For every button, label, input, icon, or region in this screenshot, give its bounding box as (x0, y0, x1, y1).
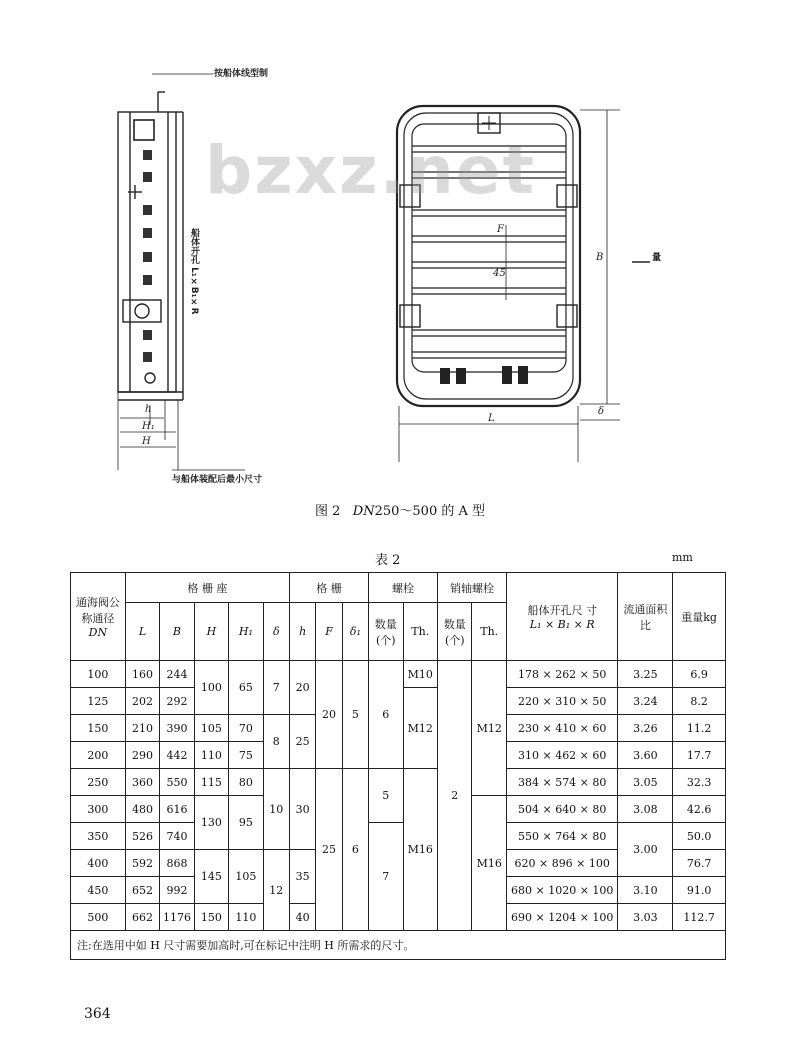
header-grille-seat: 格 栅 座 (125, 573, 289, 603)
drawing-side-view-and-front-view (0, 0, 800, 520)
header-delta: δ (263, 603, 289, 661)
figure-caption (0, 500, 800, 519)
table-row: 125 202 292 M12 220 × 310 × 50 3.24 8.2 (71, 688, 726, 715)
header-qty2: 数量(个) (438, 603, 472, 661)
table-row: 150 210 390 105 70 8 25 230 × 410 × 60 3.26 11.2 (71, 715, 726, 742)
header-hull-opening: 船体开孔尺 寸 L₁ × B₁ × R (506, 573, 618, 661)
caption-prefix: 图 2 (314, 504, 341, 519)
header-weight: 重量kg (673, 573, 726, 661)
header-h: h (289, 603, 315, 661)
table-note: 注:在选用中如 H 尺寸需要加高时,可在标记中注明 H 所需求的尺寸。 (71, 931, 726, 960)
dim-F: F (497, 224, 504, 235)
header-qty: 数量(个) (369, 603, 403, 661)
header-B: B (160, 603, 194, 661)
table-row: 100 160 244 100 65 7 20 20 5 6 M10 2 M12 178 × 262 × 50 3.25 6.9 (71, 661, 726, 688)
header-bolt: 螺栓 (369, 573, 438, 603)
label-hull-opening: 船体开孔 L₁×B₁×R (189, 228, 199, 315)
table-row: 500 662 1176 150 110 40 690 × 1204 × 100 3.03 112.7 (71, 904, 726, 931)
dim-delta: δ (598, 406, 605, 417)
table-row: 250 360 550 115 80 10 30 25 6 5 M16 384 × 574 × 80 3.05 32.3 (71, 769, 726, 796)
table-2 (70, 572, 726, 960)
header-th: Th. (403, 603, 437, 661)
header-F: F (316, 603, 342, 661)
dim-45: 45 (493, 268, 506, 279)
table-row: 400 592 868 145 105 12 35 620 × 896 × 100 76.7 (71, 850, 726, 877)
table-unit: mm (672, 551, 693, 564)
header-H1: H₁ (229, 603, 263, 661)
label-hull-line: 按船体线型制 (214, 69, 269, 79)
table-title: 表 2 (375, 553, 401, 568)
dim-B: B (596, 252, 604, 263)
header-flow-ratio: 流通面积比 (618, 573, 673, 661)
dim-L: L (488, 413, 495, 424)
caption-dn: DN (352, 504, 375, 519)
table-row: 300 480 616 130 95 M16 504 × 640 × 80 3.08 42.6 (71, 796, 726, 823)
dim-H: H (142, 436, 151, 447)
table-row: 450 652 992 680 × 1020 × 100 3.10 91.0 (71, 877, 726, 904)
dim-h: h (145, 404, 152, 415)
page-number: 364 (84, 1006, 111, 1022)
side-mark: 量 (652, 253, 662, 263)
table-row: 200 290 442 110 75 310 × 462 × 60 3.60 17.7 (71, 742, 726, 769)
header-pin-bolt: 销轴螺栓 (438, 573, 507, 603)
watermark: bzxz.net (205, 132, 537, 209)
header-dn: 通海阀公称通径 DN (71, 573, 126, 661)
header-L: L (125, 603, 159, 661)
table-note-row (71, 931, 726, 960)
figure-2 (0, 0, 800, 520)
header-grille: 格 栅 (289, 573, 368, 603)
caption-text: 250～500 的 A 型 (374, 504, 486, 519)
header-H: H (194, 603, 228, 661)
header-delta1: δ₁ (342, 603, 368, 661)
header-th2: Th. (472, 603, 506, 661)
label-min-size: 与船体装配后最小尺寸 (172, 475, 263, 485)
dim-h1: H₁ (142, 421, 155, 432)
table-row: 350 526 740 7 550 × 764 × 80 3.00 50.0 (71, 823, 726, 850)
